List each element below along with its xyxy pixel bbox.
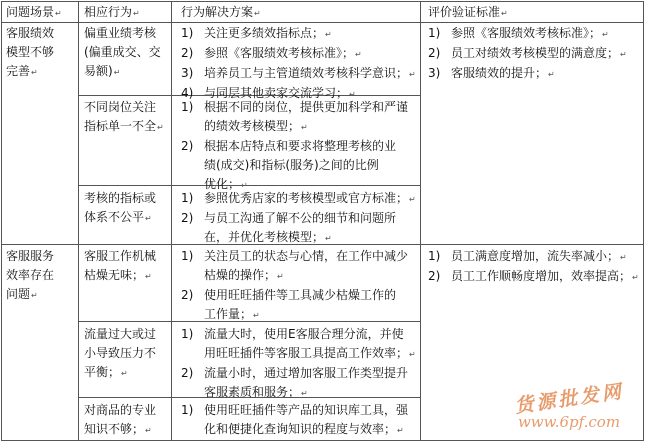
list-item: 4) 与同层其他卖家交流学习；↵ — [181, 86, 356, 100]
scenario-label: 客服服务 效率存在 问题↵ — [6, 249, 55, 301]
header-divider — [1, 22, 643, 23]
solution-list: 1) 参照优秀店家的考核模型或官方标准；↵ 2) 与员工沟通了解不公的细节和问题所 在，并优化考核模型；↵ — [181, 189, 419, 248]
column-divider — [78, 1, 79, 441]
list-item: 1) 关注更多绩效指标点；↵ — [181, 26, 332, 40]
list-item: 2) 与员工沟通了解不公的细节和问题所 — [181, 211, 397, 225]
behavior-cell: 对商品的专业 知识不够；↵ — [84, 403, 157, 436]
table-border-top — [1, 1, 643, 2]
list-item: 1) 流量大时，使用E客服合理分流，并使 — [181, 327, 404, 341]
behavior-cell: 考核的指标或 体系不公平↵ — [84, 191, 157, 224]
list-item: 1) 参照《客服绩效考核标准》；↵ — [428, 26, 609, 40]
list-item: 1) 关注员工的状态与心情，在工作中减少 — [181, 249, 409, 263]
header-behavior: 相应行为↵ — [84, 5, 140, 19]
list-item: 1) 根据不同的岗位，提供更加科学和严谨 — [181, 100, 409, 114]
list-item: 2) 参照《客服绩效考核标准》；↵ — [181, 46, 362, 60]
list-item: 2) 根据本店特点和要求将整理考核的业 — [181, 139, 397, 153]
list-item: 1) 使用旺旺插件等产品的知识库工具，强 — [181, 403, 409, 417]
criteria-list — [428, 247, 642, 287]
solution-list: 1) 关注员工的状态与心情，在工作中减少 枯燥的操作；↵ 2) 使用旺旺插件等工具减少枯燥工作的 工作量；↵ — [181, 247, 419, 325]
list-item: 1) 员工满意度增加，流失率减小；↵ — [428, 249, 627, 263]
list-item: 3) 培养员工与主管道绩效考核科学意识；↵ — [181, 66, 416, 80]
behavior-cell: 不同岗位关注 指标单一不全↵ — [84, 100, 164, 133]
column-divider — [420, 1, 421, 441]
header-criteria: 评价验证标准↵ — [428, 5, 508, 19]
list-item: 2) 员工对绩效考核模型的满意度；↵ — [428, 46, 627, 60]
solution-list: 1) 使用旺旺插件等产品的知识库工具，强 化和便捷化查询知识的程度与效率；↵ — [181, 401, 419, 440]
list-item: 2) 员工工作顺畅度增加，效率提高；↵ — [428, 269, 639, 283]
column-divider — [171, 1, 172, 441]
solution-list: 1) 流量大时，使用E客服合理分流，并使 用旺旺插件等客服工具提高工作效率；↵ 2) 流量小时，通过增加客服工作类型提升 客服素质和服务；↵ — [181, 325, 419, 403]
scenario-label: 客服绩效 模型不够 完善↵ — [6, 26, 55, 78]
list-item: 2) 使用旺旺插件等工具减少枯燥工作的 — [181, 288, 397, 302]
header-solution: 行为解决方案↵ — [181, 5, 261, 19]
list-item: 1) 参照优秀店家的考核模型或官方标准；↵ — [181, 191, 416, 205]
criteria-list — [428, 24, 642, 84]
list-item: 2) 流量小时，通过增加客服工作类型提升 — [181, 366, 409, 380]
solution-list — [181, 24, 419, 104]
list-item: 3) 客服绩效的提升；↵ — [428, 66, 555, 80]
site-watermark: 货源批发网 www.6pf.com — [513, 380, 626, 431]
table-border-bottom — [1, 440, 643, 441]
behavior-cell: 流量过大或过 小导致压力不 平衡；↵ — [84, 327, 157, 379]
header-scenario: 问题场景↵ — [6, 5, 62, 19]
table-border-right — [643, 1, 644, 441]
behavior-cell: 客服工作机械 枯燥无味；↵ — [84, 249, 157, 282]
solution-list: 1) 根据不同的岗位，提供更加科学和严谨 的绩效考核模型；↵ 2) 根据本店特点和要求将整理考核的业 绩(成交)和指标(服务)之间的比例 优化；↵ — [181, 98, 419, 195]
behavior-cell: 偏重业绩考核 (偏重成交、交 易额)↵ — [84, 26, 161, 78]
table-border-left — [1, 1, 2, 441]
